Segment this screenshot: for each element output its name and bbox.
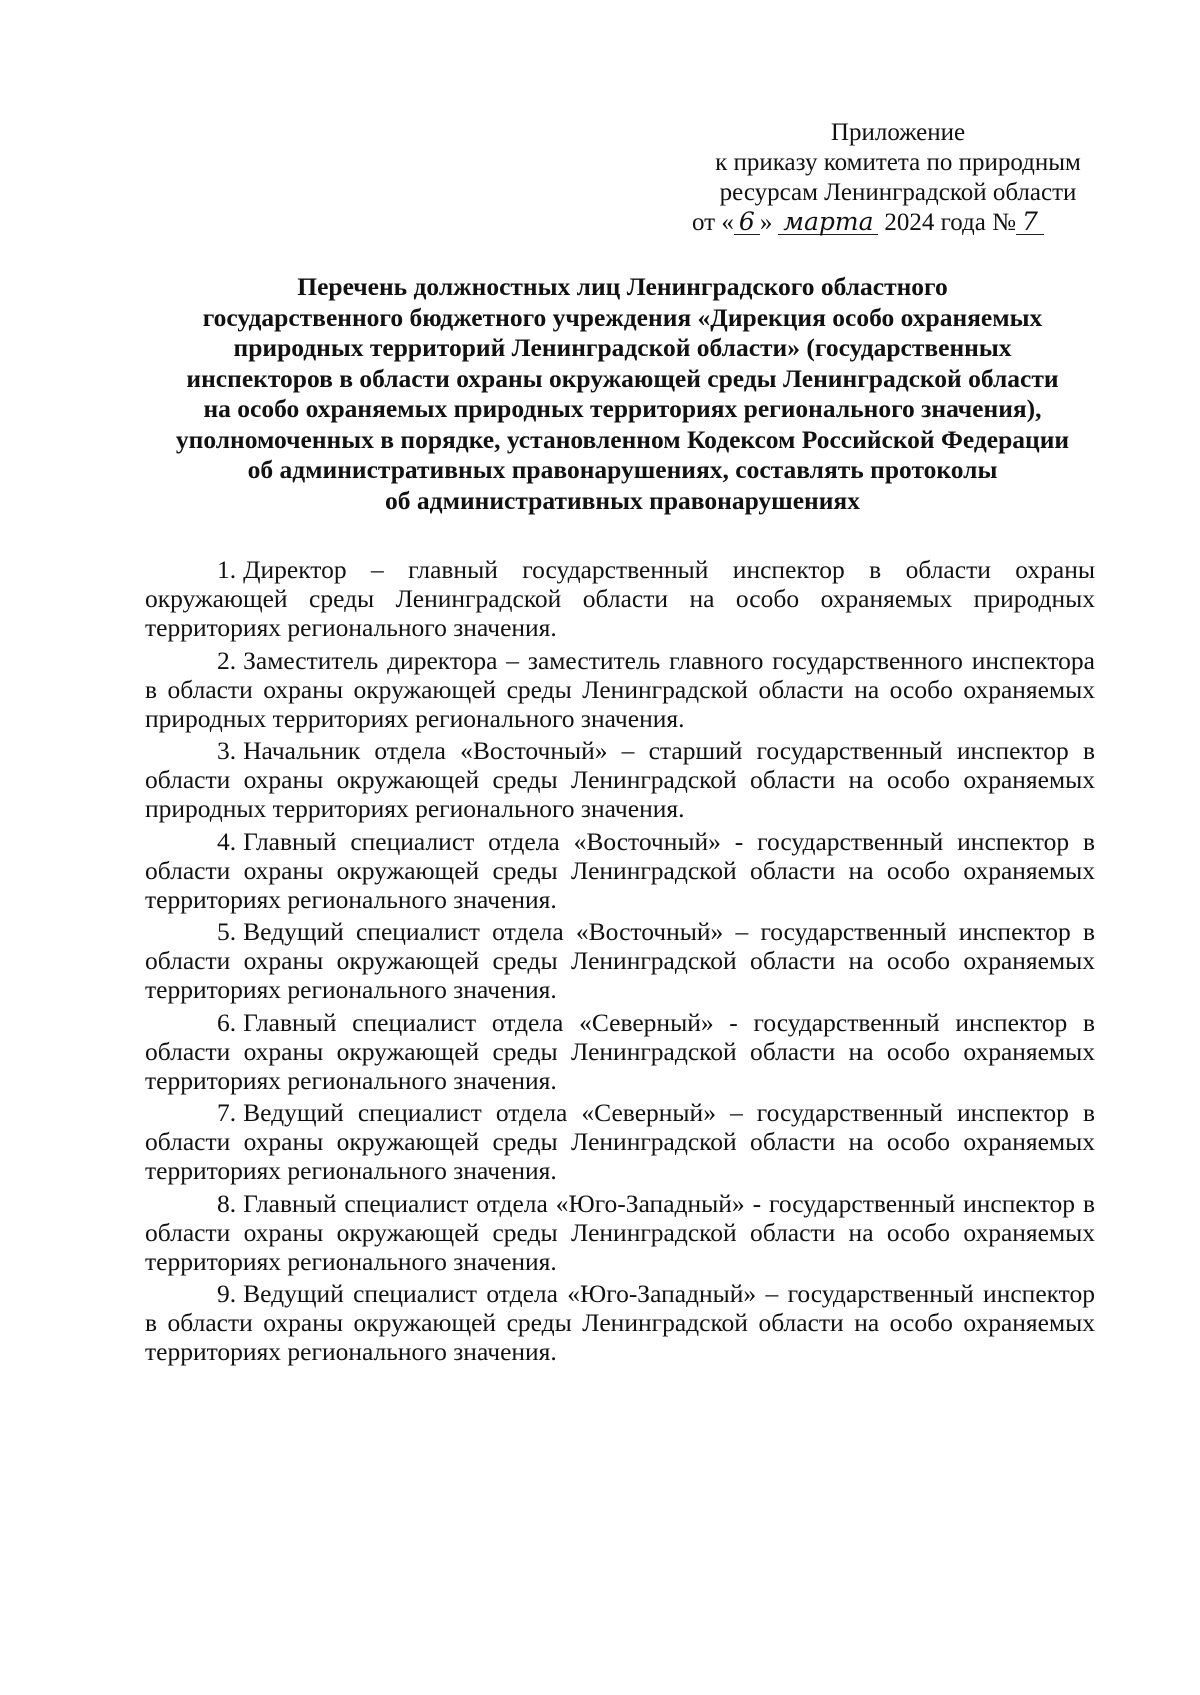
title-line: инспекторов в области охраны окружающей среды Ленинградской области [186, 363, 1059, 393]
item-number: 9. [217, 1279, 237, 1308]
handwritten-month: марта [778, 210, 878, 235]
list-item [145, 1189, 1095, 1276]
item-number: 8. [217, 1188, 237, 1218]
handwritten-order-number: 7 [1016, 210, 1044, 235]
title-line: природных территорий Ленинградской области» (государственных [233, 333, 1012, 362]
list-item [145, 1008, 1095, 1095]
title-line: на особо охраняемых природных территориях регионального значения), [203, 394, 1042, 423]
item-number: 2. [217, 645, 237, 675]
list-item [145, 917, 1095, 1004]
item-text: Директор – главный государственный инспектор в области охраны окружающей среды Ленинградской области на особо охраняемых природных территориях регионального значения. [145, 555, 1095, 642]
list-item [145, 736, 1095, 823]
appendix-order-ref: к приказу комитета по природным [715, 149, 1081, 176]
date-year: 2024 года № [884, 209, 1016, 236]
item-text: Главный специалист отдела «Северный» - государственный инспектор в области охраны окружающей среды Ленинградской области на особо охраняемых территориях регионального значения. [145, 1007, 1095, 1095]
list-item [145, 827, 1095, 914]
document-title [150, 272, 1095, 516]
date-quote-close: » [759, 209, 773, 236]
item-text: Ведущий специалист отдела «Юго-Западный» – государственный инспектор в области охраны окружающей среды Ленинградской области на особо охраняемых территориях регионального значения. [145, 1279, 1095, 1366]
list-item [145, 555, 1095, 642]
title-line: об административных правонарушениях [385, 485, 860, 515]
date-prefix: от « [692, 209, 734, 236]
appendix-label: Приложение [830, 119, 966, 146]
item-number: 7. [217, 1098, 237, 1127]
item-text: Ведущий специалист отдела «Северный» – государственный инспектор в области охраны окружающей среды Ленинградской области на особо охраняемых территориях регионального значения. [145, 1098, 1095, 1185]
item-number: 5. [217, 917, 237, 946]
officials-list [145, 555, 1095, 1370]
appendix-header [688, 118, 1108, 238]
handwritten-day: 6 [734, 210, 760, 235]
item-text: Заместитель директора – заместитель главного государственного инспектора в области охраны окружающей среды Ленинградской области на особо охраняемых природных территориях регионального значения. [145, 645, 1095, 733]
item-text: Главный специалист отдела «Восточный» - государственный инспектор в области охраны окружающей среды Ленинградской области на особо охраняемых территориях регионального значения. [145, 826, 1095, 914]
item-number: 1. [217, 555, 237, 584]
title-line: государственного бюджетного учреждения «Дирекция особо охраняемых [202, 302, 1043, 332]
list-item [145, 646, 1095, 733]
title-line: Перечень должностных лиц Ленинградского областного [297, 272, 948, 301]
title-line: уполномоченных в порядке, установленном Кодексом Российской Федерации [175, 424, 1070, 454]
list-item [145, 1098, 1095, 1185]
list-item [145, 1279, 1095, 1366]
appendix-date-line [688, 208, 1108, 238]
item-number: 6. [217, 1007, 237, 1037]
item-text: Главный специалист отдела «Юго-Западный» - государственный инспектор в области охраны окружающей среды Ленинградской области на особо охраняемых территориях регионального значения. [145, 1188, 1095, 1276]
item-number: 3. [217, 736, 237, 765]
item-text: Ведущий специалист отдела «Восточный» – государственный инспектор в области охраны окружающей среды Ленинградской области на особо охраняемых территориях регионального значения. [145, 917, 1095, 1004]
appendix-committee: ресурсам Ленинградской области [719, 179, 1077, 206]
item-number: 4. [217, 826, 237, 856]
title-line: об административных правонарушениях, составлять протоколы [247, 455, 998, 484]
item-text: Начальник отдела «Восточный» – старший государственный инспектор в области охраны окружающей среды Ленинградской области на особо охраняемых природных территориях регионального значения. [145, 736, 1095, 823]
